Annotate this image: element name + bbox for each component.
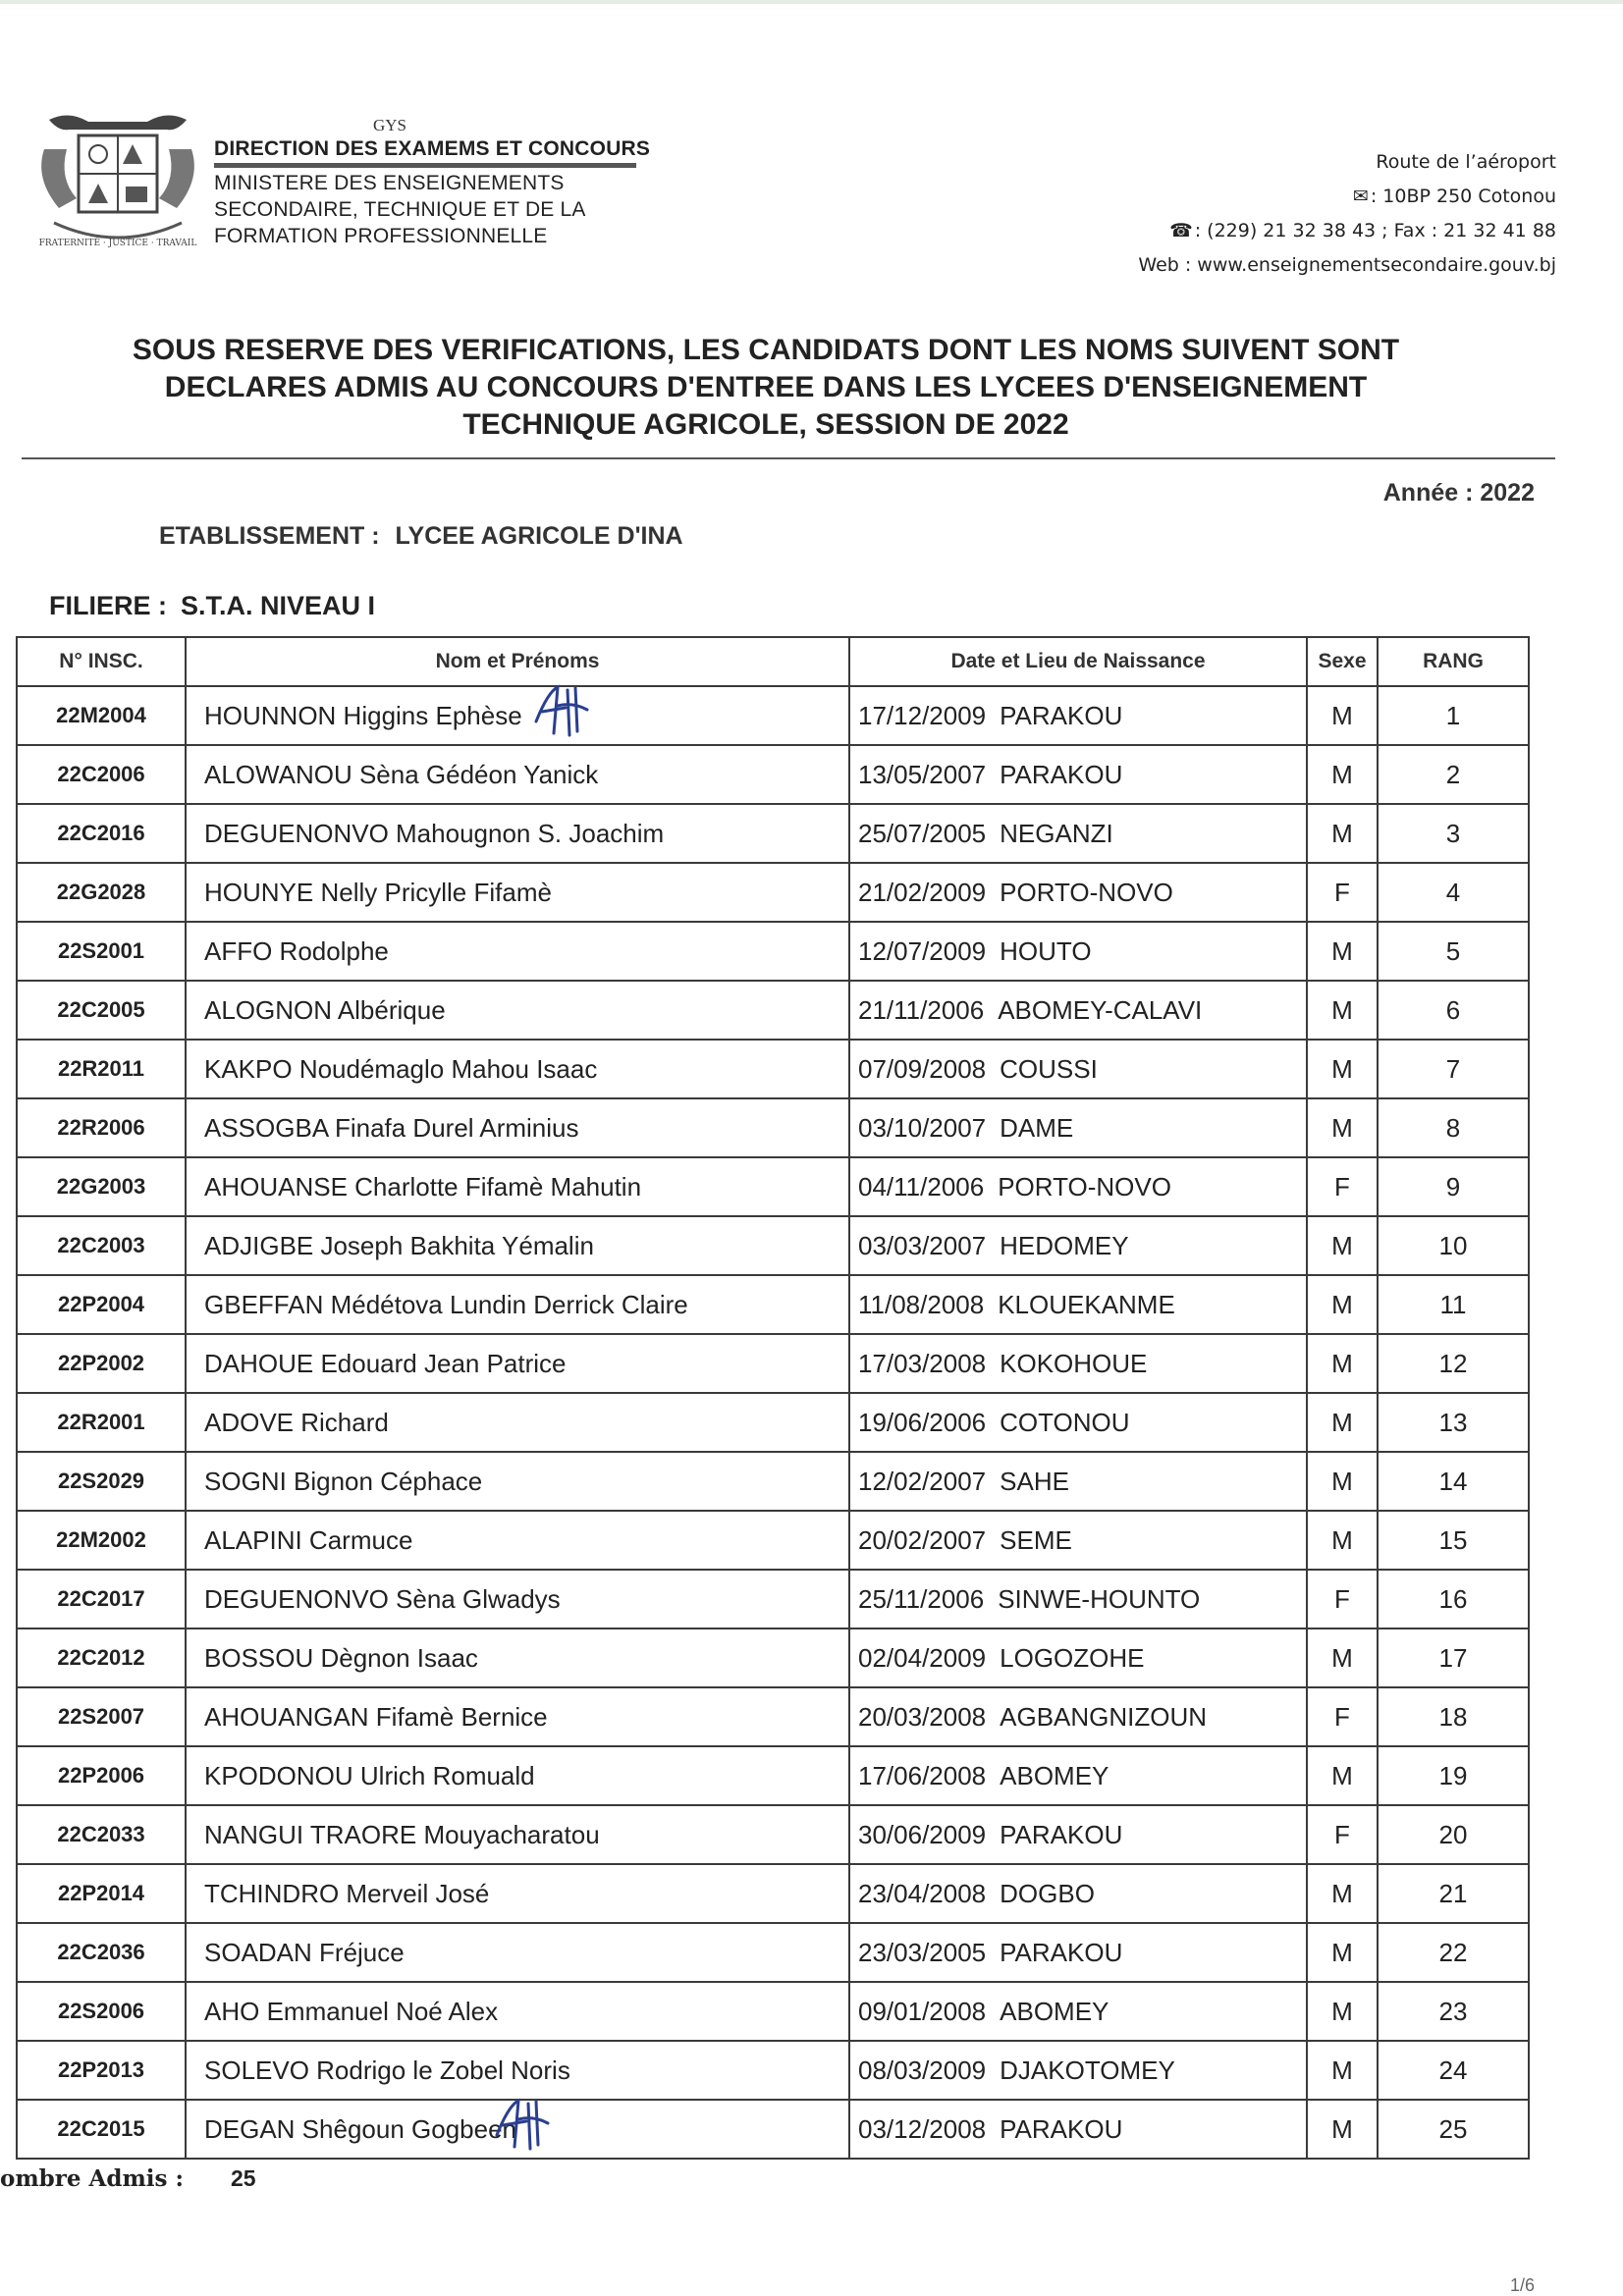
table-row — [17, 1334, 1529, 1393]
rank-cell: 10 — [1378, 1216, 1529, 1275]
birth-place: COTONOU — [1000, 1407, 1130, 1437]
insc-number: 22P2002 — [17, 1334, 186, 1393]
candidate-name: DEGAN Shêgoun Gogbeen — [186, 2100, 849, 2159]
birth-place: DJAKOTOMEY — [1000, 2055, 1175, 2085]
contact-phone — [1138, 214, 1556, 248]
sex-cell: M — [1307, 2041, 1378, 2100]
col-header-sex: Sexe — [1307, 637, 1378, 686]
birth-info — [849, 2041, 1307, 2100]
table-row — [17, 1982, 1529, 2041]
birth-date: 21/02/2009 — [858, 877, 987, 907]
insc-number: 22R2006 — [17, 1098, 186, 1157]
table-row — [17, 804, 1529, 863]
insc-number: 22R2011 — [17, 1040, 186, 1098]
org-line-direction: DIRECTION DES EXAMEMS ET CONCOURS — [214, 137, 651, 160]
birth-date: 17/06/2008 — [858, 1760, 987, 1790]
table-row — [17, 1687, 1529, 1746]
contact-block — [1138, 145, 1556, 283]
sex-cell: M — [1307, 1275, 1378, 1334]
birth-date: 04/11/2006 — [858, 1171, 985, 1201]
birth-info — [849, 1746, 1307, 1805]
birth-info — [849, 804, 1307, 863]
birth-place: ABOMEY-CALAVI — [998, 994, 1203, 1025]
po-box-text: : 10BP 250 Cotonou — [1370, 186, 1556, 207]
sex-cell: M — [1307, 1334, 1378, 1393]
birth-place: COUSSI — [1000, 1053, 1098, 1084]
rank-cell: 14 — [1378, 1452, 1529, 1511]
rank-cell: 18 — [1378, 1687, 1529, 1746]
birth-place: DAME — [1000, 1112, 1074, 1143]
birth-date: 30/06/2009 — [858, 1819, 987, 1849]
candidate-name: ADJIGBE Joseph Bakhita Yémalin — [186, 1216, 849, 1275]
birth-info — [849, 1452, 1307, 1511]
insc-number: 22S2001 — [17, 922, 186, 981]
page-number: 1/6 — [1509, 2275, 1535, 2295]
birth-place: NEGANZI — [1000, 818, 1113, 848]
emblem-motto: FRATERNITÉ · JUSTICE · TRAVAIL — [38, 239, 197, 248]
table-header-row — [17, 637, 1529, 686]
birth-info — [849, 922, 1307, 981]
birth-info — [849, 1216, 1307, 1275]
candidate-name: SOLEVO Rodrigo le Zobel Noris — [186, 2041, 849, 2100]
handwritten-initials — [528, 682, 597, 741]
year-label: Année : 2022 — [1382, 479, 1535, 507]
title-line-3: TECHNIQUE AGRICOLE, SESSION DE 2022 — [462, 408, 1069, 441]
birth-info — [849, 1157, 1307, 1216]
top-scan-edge — [0, 0, 1623, 4]
birth-info — [849, 1275, 1307, 1334]
handwritten-annotation: GYS — [373, 116, 407, 134]
table-row — [17, 1275, 1529, 1334]
candidate-name: ALOWANOU Sèna Gédéon Yanick — [186, 745, 849, 804]
birth-place: DOGBO — [1000, 1878, 1095, 1908]
candidate-name: HOUNYE Nelly Pricylle Fifamè — [186, 863, 849, 922]
sex-cell: M — [1307, 1511, 1378, 1570]
candidate-name: BOSSOU Dègnon Isaac — [186, 1629, 849, 1687]
birth-place: PARAKOU — [1000, 759, 1123, 789]
table-row — [17, 1452, 1529, 1511]
rank-cell: 17 — [1378, 1629, 1529, 1687]
table-row — [17, 1040, 1529, 1098]
birth-date: 25/07/2005 — [858, 818, 987, 848]
birth-date: 03/12/2008 — [858, 2113, 987, 2144]
birth-info — [849, 863, 1307, 922]
phone-text: : (229) 21 32 38 43 ; Fax : 21 32 41 88 — [1194, 220, 1556, 241]
insc-number: 22S2029 — [17, 1452, 186, 1511]
birth-date: 11/08/2008 — [858, 1289, 985, 1319]
title-divider — [22, 457, 1555, 459]
candidate-name: ALAPINI Carmuce — [186, 1511, 849, 1570]
rank-cell: 12 — [1378, 1334, 1529, 1393]
insc-number: 22C2012 — [17, 1629, 186, 1687]
filiere-value: S.T.A. NIVEAU I — [181, 591, 376, 620]
candidate-name: HOUNNON Higgins Ephèse — [186, 686, 849, 745]
birth-place: SINWE-HOUNTO — [998, 1583, 1201, 1614]
candidate-name: GBEFFAN Médétova Lundin Derrick Claire — [186, 1275, 849, 1334]
birth-date: 23/04/2008 — [858, 1878, 987, 1908]
candidate-name: DEGUENONVO Sèna Glwadys — [186, 1570, 849, 1629]
birth-date: 17/03/2008 — [858, 1348, 987, 1378]
sex-cell: F — [1307, 1570, 1378, 1629]
etablissement-value: LYCEE AGRICOLE D'INA — [395, 522, 683, 550]
rank-cell: 20 — [1378, 1805, 1529, 1864]
insc-number: 22S2006 — [17, 1982, 186, 2041]
org-divider — [214, 163, 636, 168]
birth-place: ABOMEY — [1000, 1996, 1109, 2026]
rank-cell: 3 — [1378, 804, 1529, 863]
birth-info — [849, 1040, 1307, 1098]
coat-of-arms-emblem — [29, 110, 206, 257]
admitted-count-label: ombre Admis : — [0, 2165, 184, 2192]
sex-cell: M — [1307, 1629, 1378, 1687]
birth-date: 12/02/2007 — [858, 1466, 987, 1496]
table-row — [17, 686, 1529, 745]
table-row — [17, 981, 1529, 1040]
rank-cell: 2 — [1378, 745, 1529, 804]
rank-cell: 25 — [1378, 2100, 1529, 2159]
birth-info — [849, 981, 1307, 1040]
rank-cell: 5 — [1378, 922, 1529, 981]
birth-info — [849, 1805, 1307, 1864]
birth-date: 03/10/2007 — [858, 1112, 987, 1143]
sex-cell: M — [1307, 2100, 1378, 2159]
sex-cell: M — [1307, 1746, 1378, 1805]
candidate-name: DAHOUE Edouard Jean Patrice — [186, 1334, 849, 1393]
birth-info — [849, 686, 1307, 745]
table-row — [17, 1746, 1529, 1805]
insc-number: 22G2028 — [17, 863, 186, 922]
col-header-num: N° INSC. — [17, 637, 186, 686]
sex-cell: M — [1307, 1393, 1378, 1452]
rank-cell: 7 — [1378, 1040, 1529, 1098]
rank-cell: 19 — [1378, 1746, 1529, 1805]
col-header-name: Nom et Prénoms — [186, 637, 849, 686]
filiere-line — [49, 591, 375, 621]
insc-number: 22P2014 — [17, 1864, 186, 1923]
rank-cell: 11 — [1378, 1275, 1529, 1334]
rank-cell: 8 — [1378, 1098, 1529, 1157]
birth-date: 20/03/2008 — [858, 1701, 987, 1732]
sex-cell: M — [1307, 981, 1378, 1040]
table-row — [17, 745, 1529, 804]
birth-place: SEME — [1000, 1524, 1072, 1555]
rank-cell: 4 — [1378, 863, 1529, 922]
candidate-name: AHOUANGAN Fifamè Bernice — [186, 1687, 849, 1746]
sex-cell: M — [1307, 1040, 1378, 1098]
birth-info — [849, 1864, 1307, 1923]
birth-info — [849, 1334, 1307, 1393]
birth-place: KOKOHOUE — [1000, 1348, 1148, 1378]
title-line-2: DECLARES ADMIS AU CONCOURS D'ENTREE DANS LES LYCEES D'ENSEIGNEMENT — [164, 371, 1368, 403]
insc-number: 22M2002 — [17, 1511, 186, 1570]
sex-cell: M — [1307, 1216, 1378, 1275]
birth-date: 09/01/2008 — [858, 1996, 987, 2026]
candidate-name: NANGUI TRAORE Mouyacharatou — [186, 1805, 849, 1864]
sex-cell: F — [1307, 1157, 1378, 1216]
rank-cell: 13 — [1378, 1393, 1529, 1452]
birth-date: 21/11/2006 — [858, 994, 985, 1025]
birth-date: 03/03/2007 — [858, 1230, 987, 1260]
candidate-name: SOADAN Fréjuce — [186, 1923, 849, 1982]
table-row — [17, 922, 1529, 981]
birth-place: PARAKOU — [1000, 700, 1123, 730]
candidate-name: KPODONOU Ulrich Romuald — [186, 1746, 849, 1805]
table-row — [17, 1216, 1529, 1275]
contact-po-box — [1138, 180, 1556, 214]
insc-number: 22P2006 — [17, 1746, 186, 1805]
insc-number: 22C2005 — [17, 981, 186, 1040]
sex-cell: M — [1307, 1923, 1378, 1982]
handwritten-initials — [489, 2096, 558, 2155]
insc-number: 22C2015 — [17, 2100, 186, 2159]
birth-info — [849, 1923, 1307, 1982]
birth-info — [849, 745, 1307, 804]
document-title — [59, 332, 1473, 444]
rank-cell: 1 — [1378, 686, 1529, 745]
candidate-name: AHOUANSE Charlotte Fifamè Mahutin — [186, 1157, 849, 1216]
birth-info — [849, 1687, 1307, 1746]
birth-place: LOGOZOHE — [1000, 1642, 1145, 1673]
birth-place: HEDOMEY — [1000, 1230, 1129, 1260]
rank-cell: 16 — [1378, 1570, 1529, 1629]
birth-date: 02/04/2009 — [858, 1642, 987, 1673]
rank-cell: 23 — [1378, 1982, 1529, 2041]
birth-date: 25/11/2006 — [858, 1583, 985, 1614]
birth-place: PARAKOU — [1000, 2113, 1123, 2144]
insc-number: 22C2036 — [17, 1923, 186, 1982]
rank-cell: 24 — [1378, 2041, 1529, 2100]
org-line-secondary: SECONDAIRE, TECHNIQUE ET DE LA — [214, 198, 586, 221]
birth-place: PORTO-NOVO — [1000, 877, 1173, 907]
table-row — [17, 2100, 1529, 2159]
admitted-candidates-table — [16, 636, 1530, 2160]
sex-cell: F — [1307, 1687, 1378, 1746]
table-row — [17, 1157, 1529, 1216]
insc-number: 22C2017 — [17, 1570, 186, 1629]
birth-place: PORTO-NOVO — [998, 1171, 1171, 1201]
col-header-rank: RANG — [1378, 637, 1529, 686]
rank-cell: 15 — [1378, 1511, 1529, 1570]
birth-place: SAHE — [1000, 1466, 1069, 1496]
table-row — [17, 1629, 1529, 1687]
candidate-name: TCHINDRO Merveil José — [186, 1864, 849, 1923]
birth-date: 17/12/2009 — [858, 700, 987, 730]
birth-place: HOUTO — [1000, 935, 1092, 966]
sex-cell: M — [1307, 1098, 1378, 1157]
contact-address: Route de l’aéroport — [1376, 151, 1556, 173]
insc-number: 22P2013 — [17, 2041, 186, 2100]
table-row — [17, 1098, 1529, 1157]
birth-info — [849, 2100, 1307, 2159]
table-row — [17, 1923, 1529, 1982]
candidate-name: KAKPO Noudémaglo Mahou Isaac — [186, 1040, 849, 1098]
insc-number: 22P2004 — [17, 1275, 186, 1334]
insc-number: 22C2016 — [17, 804, 186, 863]
org-line-ministry: MINISTERE DES ENSEIGNEMENTS — [214, 172, 565, 194]
rank-cell: 21 — [1378, 1864, 1529, 1923]
table-row — [17, 1511, 1529, 1570]
birth-place: PARAKOU — [1000, 1819, 1123, 1849]
insc-number: 22S2007 — [17, 1687, 186, 1746]
filiere-label: FILIERE : — [49, 591, 167, 620]
birth-info — [849, 1393, 1307, 1452]
birth-place: ABOMEY — [1000, 1760, 1109, 1790]
birth-info — [849, 1982, 1307, 2041]
candidate-name: AHO Emmanuel Noé Alex — [186, 1982, 849, 2041]
candidate-name: ASSOGBA Finafa Durel Arminius — [186, 1098, 849, 1157]
insc-number: 22R2001 — [17, 1393, 186, 1452]
candidate-name: ADOVE Richard — [186, 1393, 849, 1452]
birth-info — [849, 1098, 1307, 1157]
candidate-name: DEGUENONVO Mahougnon S. Joachim — [186, 804, 849, 863]
admitted-count-footer — [0, 2165, 256, 2192]
sex-cell: F — [1307, 1805, 1378, 1864]
table-row — [17, 863, 1529, 922]
birth-date: 08/03/2009 — [858, 2055, 987, 2085]
table-row — [17, 1393, 1529, 1452]
birth-date: 23/03/2005 — [858, 1937, 987, 1967]
sex-cell: M — [1307, 1452, 1378, 1511]
etablissement-line — [159, 522, 683, 551]
birth-date: 19/06/2006 — [858, 1407, 987, 1437]
sex-cell: M — [1307, 686, 1378, 745]
insc-number: 22C2003 — [17, 1216, 186, 1275]
insc-number: 22C2033 — [17, 1805, 186, 1864]
birth-date: 07/09/2008 — [858, 1053, 987, 1084]
insc-number: 22G2003 — [17, 1157, 186, 1216]
admitted-count-value: 25 — [230, 2165, 256, 2191]
table-row — [17, 1864, 1529, 1923]
table-row — [17, 2041, 1529, 2100]
birth-info — [849, 1511, 1307, 1570]
sex-cell: F — [1307, 863, 1378, 922]
col-header-birth: Date et Lieu de Naissance — [849, 637, 1307, 686]
birth-info — [849, 1629, 1307, 1687]
org-line-formation: FORMATION PROFESSIONNELLE — [214, 225, 548, 247]
birth-place: PARAKOU — [1000, 1937, 1123, 1967]
etablissement-label: ETABLISSEMENT : — [159, 522, 380, 550]
table-row — [17, 1570, 1529, 1629]
birth-info — [849, 1570, 1307, 1629]
issuing-organization — [214, 135, 666, 249]
birth-date: 13/05/2007 — [858, 759, 987, 789]
mailbox-icon: ✉ — [1352, 186, 1369, 207]
candidate-name: ALOGNON Albérique — [186, 981, 849, 1040]
phone-icon: ☎ — [1169, 220, 1193, 241]
birth-place: AGBANGNIZOUN — [1000, 1701, 1208, 1732]
candidate-name: SOGNI Bignon Céphace — [186, 1452, 849, 1511]
sex-cell: M — [1307, 1864, 1378, 1923]
sex-cell: M — [1307, 804, 1378, 863]
table-body — [17, 686, 1529, 2159]
table-row — [17, 1805, 1529, 1864]
candidate-name: AFFO Rodolphe — [186, 922, 849, 981]
sex-cell: M — [1307, 1982, 1378, 2041]
birth-date: 20/02/2007 — [858, 1524, 987, 1555]
contact-web: Web : www.enseignementsecondaire.gouv.bj — [1138, 254, 1556, 276]
sex-cell: M — [1307, 922, 1378, 981]
insc-number: 22M2004 — [17, 686, 186, 745]
birth-place: KLOUEKANME — [998, 1289, 1175, 1319]
rank-cell: 22 — [1378, 1923, 1529, 1982]
title-line-1: SOUS RESERVE DES VERIFICATIONS, LES CANDIDATS DONT LES NOMS SUIVENT SONT — [132, 334, 1400, 366]
insc-number: 22C2006 — [17, 745, 186, 804]
rank-cell: 6 — [1378, 981, 1529, 1040]
birth-date: 12/07/2009 — [858, 935, 987, 966]
rank-cell: 9 — [1378, 1157, 1529, 1216]
sex-cell: M — [1307, 745, 1378, 804]
